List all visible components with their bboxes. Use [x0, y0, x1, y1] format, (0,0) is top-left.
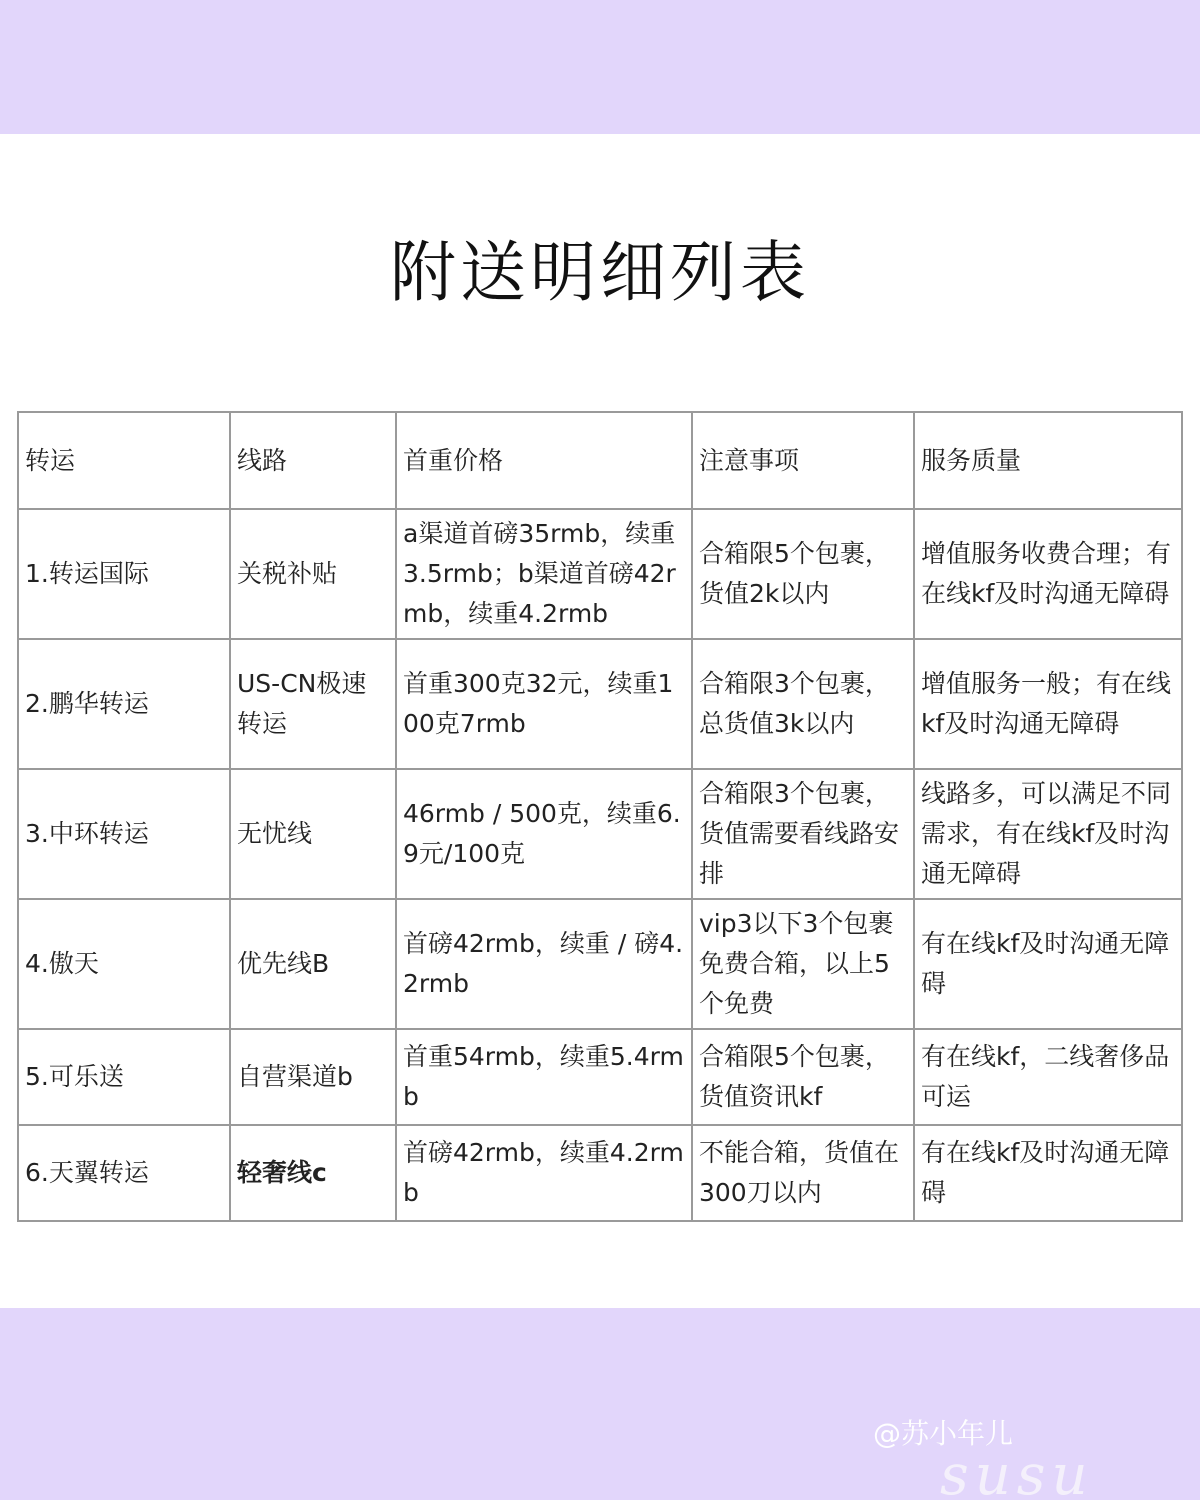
cell-transit: 4.傲天: [18, 899, 230, 1029]
cell-notes: 合箱限5个包裹，货值资讯kf: [692, 1029, 914, 1125]
table-row: [18, 899, 1182, 1029]
cell-quality: 增值服务一般；有在线kf及时沟通无障碍: [914, 639, 1182, 769]
header-route: 线路: [230, 412, 396, 509]
cell-notes: 不能合箱，货值在300刀以内: [692, 1125, 914, 1221]
cell-transit: 5.可乐送: [18, 1029, 230, 1125]
cell-route: US-CN极速转运: [230, 639, 396, 769]
watermark-handle: @苏小年儿: [873, 1417, 1014, 1450]
cell-route: 轻奢线c: [230, 1125, 396, 1221]
page-title: 附送明细列表: [390, 234, 810, 311]
cell-price: 首磅42rmb，续重 / 磅4.2rmb: [396, 899, 692, 1029]
table-row: [18, 639, 1182, 769]
cell-route: 关税补贴: [230, 509, 396, 639]
table-header-row: [18, 412, 1182, 509]
cell-quality: 增值服务收费合理；有在线kf及时沟通无障碍: [914, 509, 1182, 639]
cell-quality: 有在线kf及时沟通无障碍: [914, 1125, 1182, 1221]
cell-transit: 2.鹏华转运: [18, 639, 230, 769]
cell-route: 自营渠道b: [230, 1029, 396, 1125]
header-transit: 转运: [18, 412, 230, 509]
detail-table: [17, 411, 1183, 1222]
cell-notes: 合箱限3个包裹，总货值3k以内: [692, 639, 914, 769]
cell-price: 46rmb / 500克，续重6.9元/100克: [396, 769, 692, 899]
cell-price: 首磅42rmb，续重4.2rmb: [396, 1125, 692, 1221]
cell-price: 首重300克32元，续重100克7rmb: [396, 639, 692, 769]
table-row: [18, 1125, 1182, 1221]
cell-transit: 3.中环转运: [18, 769, 230, 899]
header-notes: 注意事项: [692, 412, 914, 509]
cell-quality: 有在线kf及时沟通无障碍: [914, 899, 1182, 1029]
cell-transit: 1.转运国际: [18, 509, 230, 639]
cell-notes: vip3以下3个包裹免费合箱，以上5个免费: [692, 899, 914, 1029]
cell-notes: 合箱限5个包裹，货值2k以内: [692, 509, 914, 639]
header-first-weight-price: 首重价格: [396, 412, 692, 509]
cell-quality: 线路多，可以满足不同需求，有在线kf及时沟通无障碍: [914, 769, 1182, 899]
cell-quality: 有在线kf，二线奢侈品可运: [914, 1029, 1182, 1125]
cell-route: 优先线B: [230, 899, 396, 1029]
table-row: [18, 769, 1182, 899]
cell-transit: 6.天翼转运: [18, 1125, 230, 1221]
table-row: [18, 509, 1182, 639]
cell-route: 无忧线: [230, 769, 396, 899]
watermark-signature: susu: [940, 1443, 1094, 1500]
cell-price: 首重54rmb，续重5.4rmb: [396, 1029, 692, 1125]
cell-price: a渠道首磅35rmb，续重3.5rmb；b渠道首磅42rmb，续重4.2rmb: [396, 509, 692, 639]
header-service-quality: 服务质量: [914, 412, 1182, 509]
cell-notes: 合箱限3个包裹，货值需要看线路安排: [692, 769, 914, 899]
top-decorative-band: [0, 0, 1200, 134]
table-row: [18, 1029, 1182, 1125]
